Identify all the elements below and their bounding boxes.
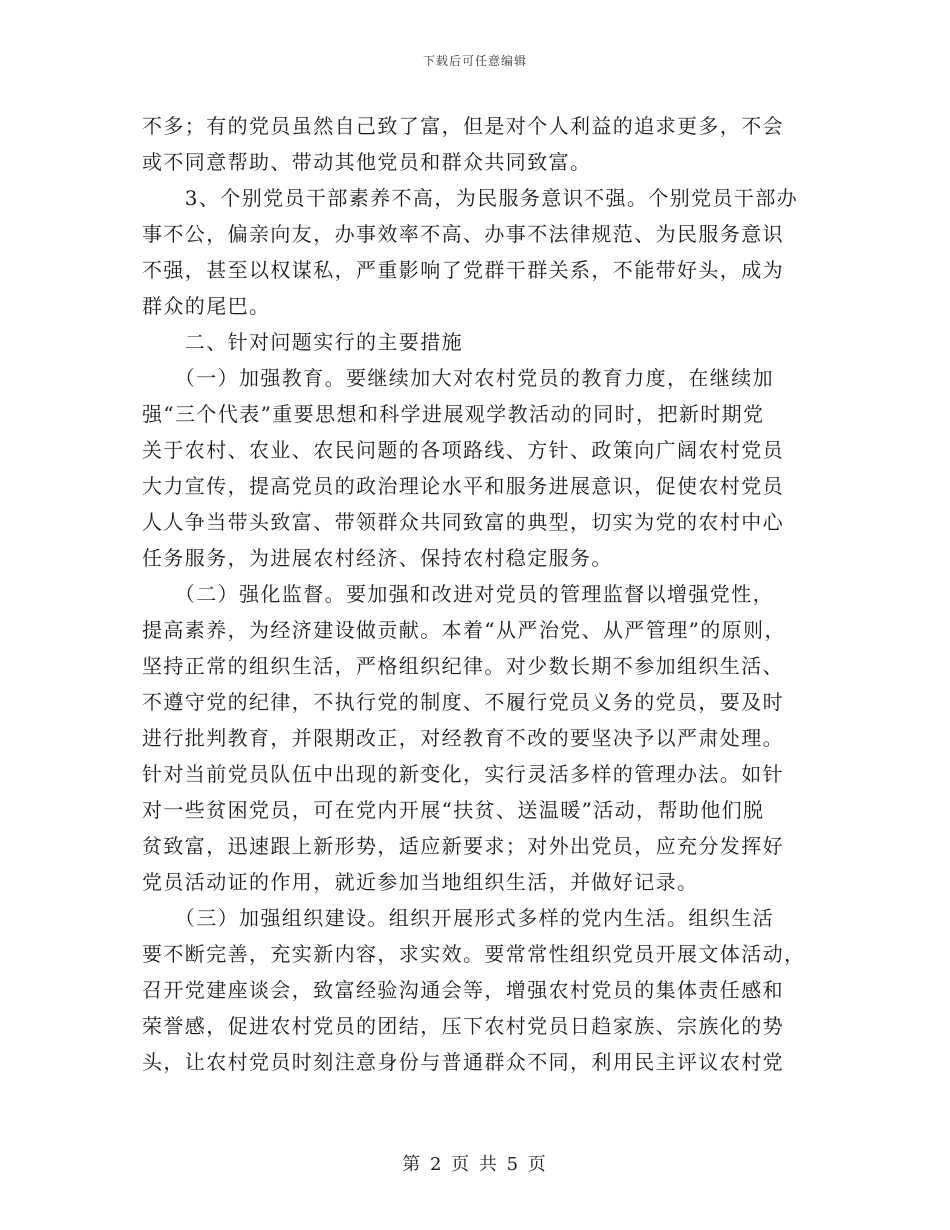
- text-line: 或不同意帮助、带动其他党员和群众共同致富。: [142, 150, 592, 174]
- text-line: 任务服务，为进展农村经济、保持农村稳定服务。: [142, 546, 613, 570]
- text-line: 不多；有的党员虽然自己致了富，但是对个人利益的追求更多，不会: [142, 114, 784, 138]
- text-line: 人人争当带头致富、带领群众共同致富的典型，切实为党的农村中心: [142, 510, 784, 534]
- text-line: 进行批判教育，并限期改正，对经教育不改的要坚决予以严肃处理。: [142, 726, 784, 750]
- text-line: 贫致富，迅速跟上新形势，适应新要求；对外出党员，应充分发挥好: [142, 834, 784, 858]
- text-line: 3、个别党员干部素养不高，为民服务意识不强。个别党员干部办: [142, 186, 799, 210]
- page-header: 下载后可任意编辑: [422, 54, 527, 68]
- text-line: 对一些贫困党员，可在党内开展“扶贫、送温暖”活动，帮助他们脱: [142, 798, 765, 822]
- text-line: 群众的尾巴。: [142, 294, 271, 318]
- text-line: 二、针对问题实行的主要措施: [142, 330, 463, 354]
- text-line: （一）加强教育。要继续加大对农村党员的教育力度，在继续加: [142, 366, 774, 390]
- text-line: 头，让农村党员时刻注意身份与普通群众不同，利用民主评议农村党: [142, 1050, 784, 1074]
- text-line: 大力宣传，提高党员的政治理论水平和服务进展意识，促使农村党员: [142, 474, 784, 498]
- page-number: 第 2 页 共 5 页: [402, 1154, 548, 1175]
- text-line: 要不断完善，充实新内容，求实效。要常常性组织党员开展文体活动，: [142, 942, 806, 966]
- text-line: 事不公，偏亲向友，办事效率不高、办事不法律规范、为民服务意识: [142, 222, 784, 246]
- text-line: 关于农村、农业、农民问题的各项路线、方针、政策向广阔农村党员: [142, 438, 784, 462]
- text-line: 荣誉感，促进农村党员的团结，压下农村党员日趋家族、宗族化的势: [142, 1014, 784, 1038]
- text-line: 不遵守党的纪律，不执行党的制度、不履行党员义务的党员，要及时: [142, 690, 784, 714]
- text-line: （三）加强组织建设。组织开展形式多样的党内生活。组织生活: [142, 906, 774, 930]
- text-line: 召开党建座谈会，致富经验沟通会等，增强农村党员的集体责任感和: [142, 978, 784, 1002]
- text-line: 党员活动证的作用，就近参加当地组织生活，并做好记录。: [142, 870, 699, 894]
- text-line: 针对当前党员队伍中出现的新变化，实行灵活多样的管理办法。如针: [142, 762, 784, 786]
- text-line: （二）强化监督。要加强和改进对党员的管理监督以增强党性，: [142, 582, 774, 606]
- text-line: 提高素养，为经济建设做贡献。本着“从严治党、从严管理”的原则，: [142, 618, 786, 642]
- document-body: [142, 108, 807, 1080]
- text-line: 坚持正常的组织生活，严格组织纪律。对少数长期不参加组织生活、: [142, 654, 784, 678]
- text-line: 强“三个代表”重要思想和科学进展观学教活动的同时，把新时期党: [142, 402, 765, 426]
- text-line: 不强，甚至以权谋私，严重影响了党群干群关系，不能带好头，成为: [142, 258, 784, 282]
